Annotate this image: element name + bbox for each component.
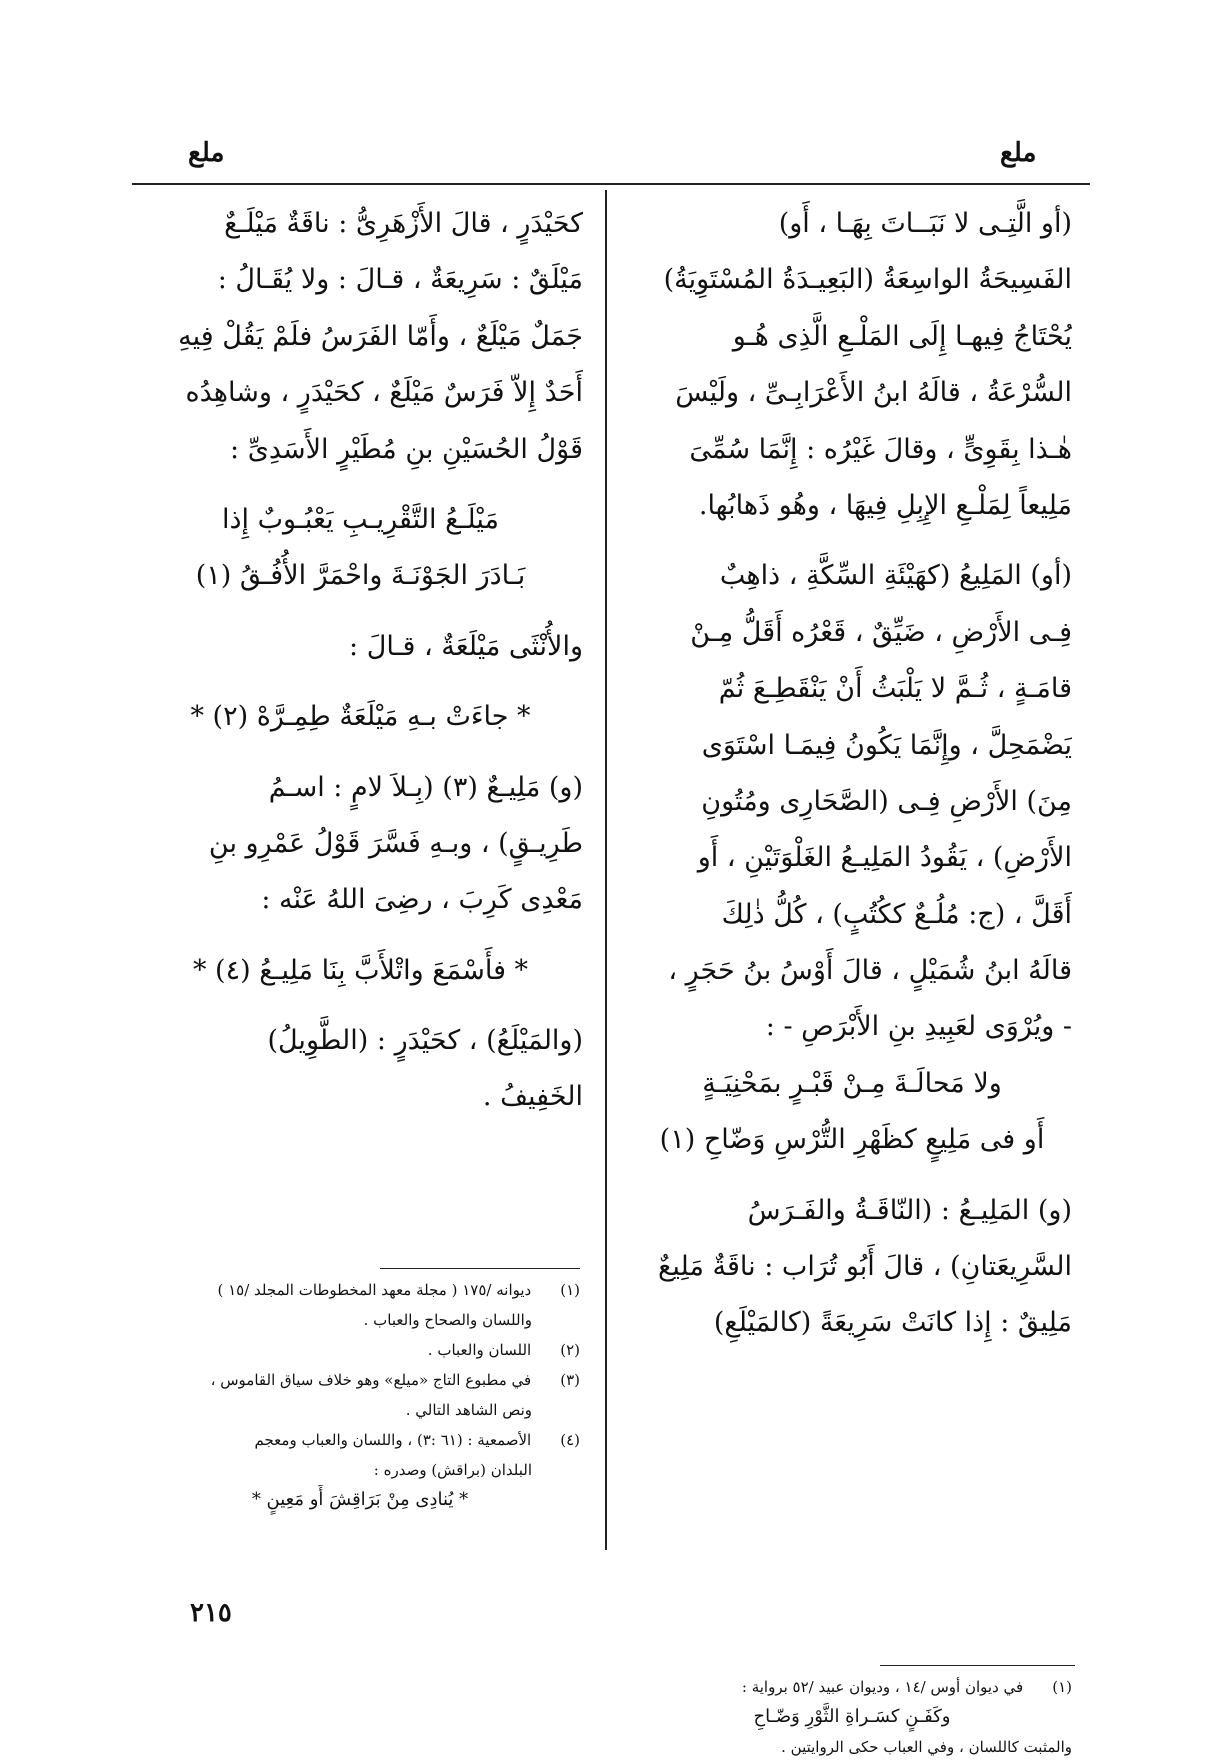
footnote-number: (٤) — [560, 1431, 580, 1449]
footnote-verse: * يُنادِى مِنْ بَرَاقِشَ أَو مَعِينٍ * — [251, 1489, 469, 1510]
footnote-continuation: البلدان (براقش) وصدره : — [373, 1461, 532, 1479]
text-line: جَمَلٌ مَيْلَعٌ ، وأَمّا الفَرَسُ فلَمْ يَقُلْ فِيهِ — [178, 320, 583, 352]
text-line: أَحَدٌ إِلاّ فَرَسٌ مَيْلَعٌ ، كحَيْدَرٍ ، وشاهِدُه — [185, 377, 583, 409]
footnote-text: اللسان والعباب . — [427, 1341, 532, 1359]
text-line: (والمَيْلَعُ) ، كحَيْدَرٍ : (الطَّوِيلُ) — [267, 1025, 583, 1057]
paragraph-gap — [632, 534, 1072, 548]
footnote-continuation: والمثبت كاللسان ، وفي العباب حكى الروايتين . — [781, 1738, 1072, 1756]
header-keyword-left: ملع — [188, 138, 225, 168]
paragraph-gap — [138, 675, 583, 689]
footnote — [140, 1275, 580, 1305]
footnote-verse: وكَفَـنٍ كسَـراةِ الثَّوْرِ وَضّـاحِ — [753, 1706, 951, 1727]
footnote-rule-left — [380, 1268, 580, 1269]
text-line: السُّرْعَةُ ، قالَهُ ابنُ الأَعْرَابِـىِّ ، ولَيْسَ — [675, 377, 1072, 409]
text-line: طَرِيـقٍ) ، وبـهِ فَسَّرَ قَوْلُ عَمْرِو بنِ — [208, 827, 583, 859]
footnote-number: (١) — [1052, 1678, 1072, 1696]
text-line: قَوْلُ الحُسَيْنِ بنِ مُطَيْرٍ الأَسَدِىِّ : — [230, 433, 583, 465]
text-line: مَلِيعاً لِمَلْـعِ الإِبِلِ فِيهَا ، وهُو ذَهابُها. — [698, 489, 1072, 521]
footnote-text: في مطبوع التاج «ميلع» وهو خلاف سياق القاموس ، — [210, 1371, 532, 1389]
paragraph-gap — [138, 999, 583, 1013]
text-line: الفَسِيحَةُ الواسِعَةُ (البَعِيـدَةُ المُسْتَوِيَةُ) — [663, 264, 1072, 296]
paragraph-gap — [632, 1169, 1072, 1183]
verse-line: أَو فى مَلِيعٍ كظَهْرِ التُّرْسِ وَضّاحِ (١) — [659, 1124, 1045, 1156]
footnote-number: (٢) — [560, 1341, 580, 1359]
footnote-text: في ديوان أوس /١٤ ، وديوان عبيد /٥٢ برواية : — [741, 1678, 1024, 1696]
text-line: السَّرِيعَتانِ) ، قالَ أَبُو تُرَاب : ناقَةٌ مَلِيعٌ — [658, 1251, 1072, 1283]
verse-line: بَـادَرَ الجَوْنَـةَ واحْمَرَّ الأُفُـقُ (١) — [195, 560, 526, 592]
text-line: (أو) المَلِيعُ (كهَيْئَةِ السِّكَّةِ ، ذاهِبٌ — [719, 560, 1072, 592]
text-line: مَعْدِى كَرِبَ ، رضِىَ اللهُ عَنْه : — [261, 884, 583, 916]
text-line: مَيْلَقٌ : سَرِيعَةٌ ، قـالَ : ولا يُقَـالُ : — [217, 264, 583, 296]
text-line: (و) المَلِيـعُ : (النّاقَـةُ والفَـرَسُ — [747, 1194, 1072, 1226]
text-line: قالَهُ ابنُ شُمَيْلٍ ، قالَ أَوْسُ بنُ حَجَرٍ ، — [668, 955, 1072, 987]
text-line: كحَيْدَرٍ ، قالَ الأَزْهَرِىُّ : ناقَةٌ مَيْلَـعٌ — [224, 208, 583, 239]
text-line: مِنَ) الأَرْضِ فِـى (الصَّحَارِى ومُتُونِ — [701, 785, 1072, 817]
paragraph-gap — [138, 929, 583, 943]
footnote-continuation: ونص الشاهد التالي . — [405, 1401, 532, 1419]
page-number: ٢١٥ — [190, 1598, 232, 1628]
footnotes-left — [140, 1275, 580, 1515]
header-keyword-right: ملع — [1000, 138, 1037, 168]
footnote-text: ديوانه /١٧٥ ( مجلة معهد المخطوطات المجلد /١٥ ) — [217, 1281, 532, 1299]
footnote-continuation: واللسان والصحاح والعباب . — [363, 1311, 532, 1329]
footnote — [632, 1672, 1072, 1702]
verse-line: مَيْلَـعُ التَّقْرِيـبِ يَعْبُـوبٌ إِذا — [222, 503, 499, 535]
footnote — [140, 1425, 580, 1455]
paragraph-gap — [138, 746, 583, 760]
verse-line: ولا مَحالَـةَ مِـنْ قَبْـرٍ بمَحْنِيَـةٍ — [702, 1067, 1002, 1099]
footnote-number: (١) — [560, 1281, 580, 1299]
header-rule — [132, 183, 1090, 185]
verse-line: * جاءَتْ بـهِ مَيْلَعَةٌ طِمِـرَّهْ (٢) * — [190, 701, 531, 733]
verse-line: * فأَسْمَعَ واتْلأَبَّ بِنَا مَلِيـعُ (٤) * — [192, 954, 529, 986]
text-line: الأَرْضِ) ، يَقُودُ المَلِيـعُ الغَلْوَتَيْنِ ، أَو — [697, 842, 1072, 874]
footnote-text: الأصمعية : (٦١ :٣) ، واللسان والعباب ومعجم — [254, 1431, 532, 1449]
text-line: - ويُرْوَى لعَبِيدِ بنِ الأَبْرَصِ - : — [765, 1011, 1072, 1043]
text-line: الخَفِيفُ . — [482, 1081, 583, 1113]
text-line: والأُنْثَى مَيْلَعَةٌ ، قـالَ : — [349, 630, 583, 662]
footnotes-right — [632, 1672, 1072, 1762]
footnote — [140, 1335, 580, 1365]
footnote-rule-right — [880, 1665, 1075, 1666]
text-line: يُحْتَاجُ فِيهـا إِلَى المَلْـعِ الَّذِى هُـو — [732, 320, 1072, 352]
text-line: قامَـةٍ ، ثُـمَّ لا يَلْبَثُ أَنْ يَنْقَطِـعَ ثُمّ — [718, 673, 1072, 705]
text-line: مَلِيقٌ : إِذا كانَتْ سَرِيعَةً (كالمَيْلَعِ) — [713, 1307, 1072, 1339]
right-column — [632, 196, 1072, 1352]
text-line: يَضْمَحِلَّ ، وإِنَّمَا يَكُونُ فِيمَـا اسْتَوَى — [701, 729, 1072, 761]
column-divider — [605, 190, 607, 1550]
paragraph-gap — [138, 478, 583, 492]
text-line: هٰـذا بِقَوِىٍّ ، وقالَ غَيْرُه : إِنَّمَا سُمِّىَ — [689, 433, 1072, 465]
text-line: (أو الَّتِـى لا نَبَــاتَ بِهَـا ، أَو) — [778, 208, 1072, 239]
paragraph-gap — [138, 605, 583, 619]
footnote-number: (٣) — [560, 1371, 580, 1389]
text-line: (و) مَلِيـعٌ (٣) (بِـلاَ لامٍ : اسـمُ — [268, 771, 583, 803]
text-line: فِـى الأَرْضِ ، ضَيِّقٌ ، قَعْرُه أَقَلُّ مِـنْ — [690, 616, 1072, 648]
footnote — [140, 1365, 580, 1395]
left-column — [138, 196, 583, 1126]
text-line: أَقَلَّ ، (ج: مُلُـعٌ ككُتُبٍ) ، كُلُّ ذٰلِكَ — [721, 898, 1072, 930]
